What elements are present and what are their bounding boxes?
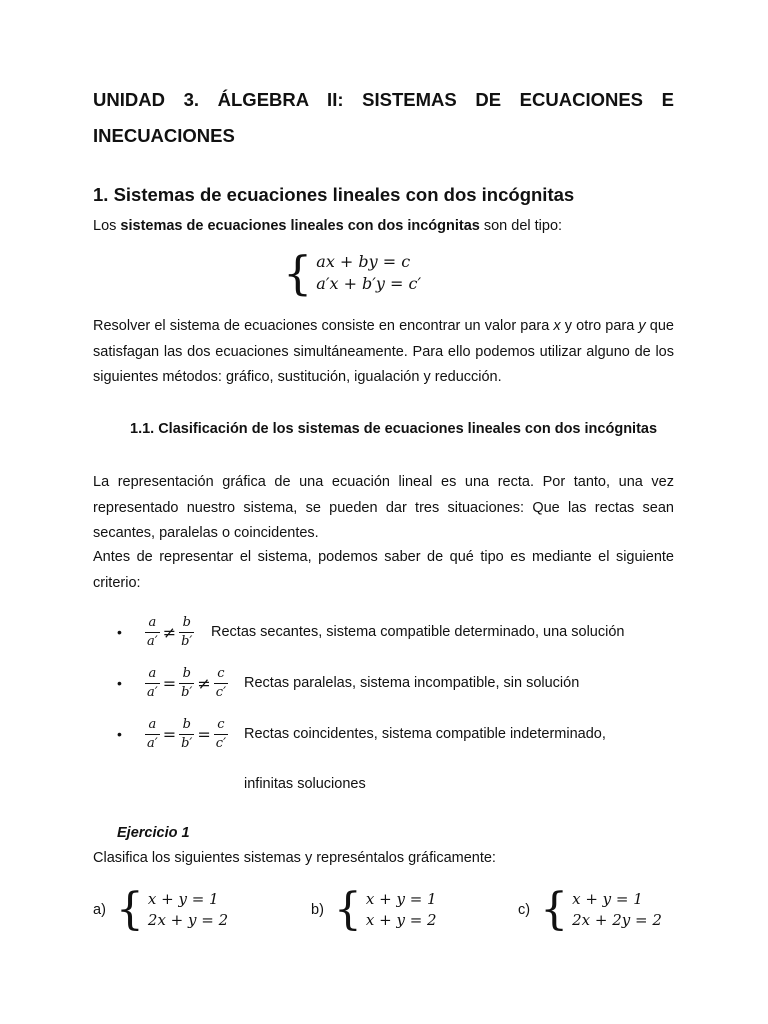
subsection-heading-text: 1.1. Clasificación de los sistemas de ecuaciones lineales con dos incógnitas [130, 421, 658, 437]
exercise-label: c) [518, 902, 531, 918]
intro-suffix: son del tipo: [479, 218, 563, 234]
frac-num: a [148, 716, 157, 732]
frac-den: b′ [181, 633, 193, 649]
equation-1: x + y = 1 [365, 890, 437, 908]
frac-den: b′ [181, 735, 193, 751]
operator: ≠ [162, 622, 177, 642]
frac-den: a′ [147, 684, 158, 700]
criterion-coincidentes [93, 712, 674, 756]
frac-den: a′ [147, 735, 158, 751]
fraction-c [214, 717, 228, 752]
exercise-title-text: Ejercicio 1 [117, 825, 190, 841]
frac-num: b [182, 665, 191, 681]
frac-num: c [217, 716, 225, 732]
exercise-systems [93, 884, 674, 938]
criterion-formula [145, 666, 228, 701]
frac-num: a [148, 614, 157, 630]
exercise-item-a [93, 884, 229, 935]
para-text-3: que satisfagan las dos ecuaciones simultáneamente. Para ello podemos utilizar alguno de los siguientes métodos: gráfico, sustitución, igualación y reducción. [93, 318, 674, 385]
para-var-y: y [638, 318, 646, 334]
equation-2: x + y = 2 [365, 911, 437, 929]
bullet: • [117, 675, 122, 691]
system-brace: { [540, 884, 569, 935]
frac-den: c′ [215, 684, 227, 700]
document-page [93, 82, 674, 935]
criterion-secantes [93, 610, 674, 654]
criterion-formula [145, 717, 228, 752]
criterion-text-continuation: infinitas soluciones [244, 776, 366, 792]
frac-num: b [182, 716, 191, 732]
fraction-b [179, 615, 194, 650]
bullet: • [117, 726, 122, 742]
operator: = [162, 673, 177, 693]
system-line-1: ax + by = c [316, 252, 411, 271]
fraction-a [145, 615, 160, 650]
intro-prefix: Los [93, 218, 121, 234]
equation-1: x + y = 1 [147, 890, 219, 908]
criterion-text: Rectas coincidentes, sistema compatible indeterminado, [244, 726, 606, 742]
system-brace: { [115, 884, 144, 935]
criterion-formula [145, 615, 194, 650]
exercise-label: a) [93, 902, 106, 918]
system-line-2: a′x + b′y = c′ [316, 274, 422, 293]
exercise-label: b) [311, 902, 324, 918]
system-brace: { [283, 246, 313, 300]
criterion-paralelas [93, 661, 674, 705]
frac-den: c′ [215, 735, 227, 751]
fraction-b [179, 717, 194, 752]
criterion-text: Rectas secantes, sistema compatible determinado, una solución [211, 624, 625, 640]
general-system [283, 246, 483, 300]
frac-num: b [182, 614, 191, 630]
system-brace: { [333, 884, 362, 935]
exercise-instruction: Clasifica los siguientes sistemas y represéntalos gráficamente: [93, 850, 496, 866]
frac-den: b′ [181, 684, 193, 700]
unit-title [93, 82, 674, 154]
exercise-item-b [311, 884, 437, 935]
para-text-1: Resolver el sistema de ecuaciones consiste en encontrar un valor para [93, 318, 554, 334]
subsection-paragraph-1: La representación gráfica de una ecuación lineal es una recta. Por tanto, una vez representado nuestro sistema, se pueden dar tres situaciones: Que las rectas sean secantes, paralelas o coincidentes. [93, 474, 674, 541]
frac-den: a′ [147, 633, 158, 649]
para-text-2: y otro para [560, 318, 639, 334]
fraction-a [145, 717, 160, 752]
subsection-heading [130, 415, 674, 443]
fraction-b [179, 666, 194, 701]
unit-title-line-1: UNIDAD 3. ÁLGEBRA II: SISTEMAS DE ECUACIONES E [93, 89, 674, 110]
operator: ≠ [197, 673, 211, 693]
frac-num: c [217, 665, 225, 681]
fraction-c [214, 666, 228, 701]
intro-bold: sistemas de ecuaciones lineales con dos incógnitas [120, 218, 480, 234]
fraction-a [145, 666, 160, 701]
exercise-item-c [518, 884, 662, 935]
equation-1: x + y = 1 [572, 890, 643, 908]
operator: = [162, 724, 177, 744]
section-1-heading: 1. Sistemas de ecuaciones lineales con dos incógnitas [93, 184, 575, 205]
section-1-paragraph [93, 314, 674, 391]
operator: = [197, 724, 211, 744]
exercise-title [93, 821, 674, 847]
equation-2: 2x + 2y = 2 [572, 911, 662, 929]
unit-title-line-2: INECUACIONES [93, 125, 235, 146]
section-1-intro [93, 214, 674, 240]
bullet: • [117, 624, 122, 640]
frac-num: a [148, 665, 157, 681]
criterion-text: Rectas paralelas, sistema incompatible, sin solución [244, 675, 580, 691]
para-var-x: x [553, 318, 561, 334]
subsection-paragraph-2: Antes de representar el sistema, podemos saber de qué tipo es mediante el siguiente criterio: [93, 549, 674, 591]
equation-2: 2x + y = 2 [147, 911, 229, 929]
